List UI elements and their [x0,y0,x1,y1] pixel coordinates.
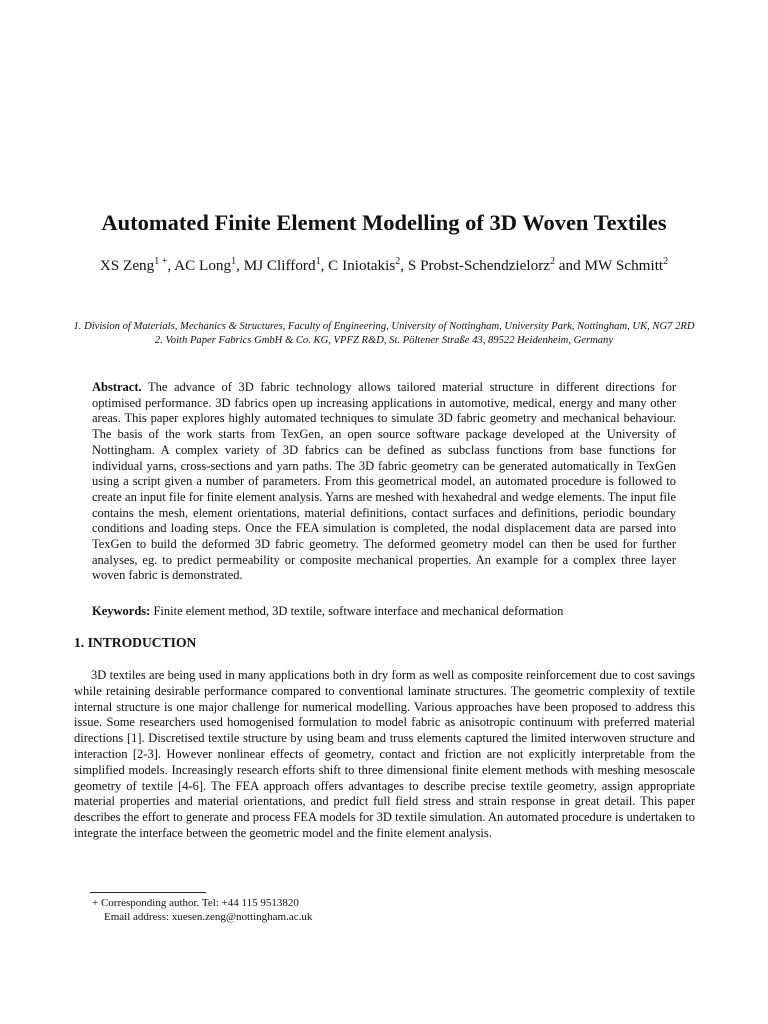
author-affiliation-mark: 2 [663,255,669,267]
footnote-divider [90,892,206,893]
author-separator: , [236,257,244,274]
author-name: C Iniotakis [328,257,396,274]
abstract-text: The advance of 3D fabric technology allows tailored material structure in different directions for optimised performance. 3D fabrics open up increasing applications in automotive, medical, energy and many other areas. This paper explores highly automated techniques to simulate 3D fabric geometry and mechanical behaviour. The basis of the work starts from TexGen, an open source software package developed at the University of Nottingham. A complex variety of 3D fabrics can be defined as subclass functions from base functions for individual yarns, cross-sections and yarn paths. The 3D fabric geometry can be generated automatically in TexGen using a script given a number of parameters. From this geometrical model, an automated procedure is followed to create an input file for finite element analysis. Yarns are meshed with hexahedral and wedge elements. The input file contains the mesh, element orientations, material definitions, contact surfaces and definitions, periodic boundary conditions and loading steps. Once the FEA simulation is completed, the nodal displacement data are parsed into TexGen to build the deformed 3D fabric geometry. The deformed geometry model can then be used for further analyses, eg. to predict permeability or composite mechanical properties. An example for a complex three layer woven fabric is demonstrated. [92,380,676,583]
author-separator: and [555,257,585,274]
keywords-text: Finite element method, 3D textile, software interface and mechanical deformation [153,604,564,618]
author-name: MJ Clifford [243,257,316,274]
footnote [92,896,652,924]
footnote-corresponding-author: + Corresponding author. Tel: +44 115 9513820 [92,897,299,909]
author-name: XS Zeng [99,257,155,274]
author-affiliation-mark: 2 [395,255,401,267]
author-separator: , [400,257,408,274]
keywords [92,604,676,620]
author-affiliation-mark: 1 [315,255,321,267]
author-separator: , [167,257,175,274]
abstract-label: Abstract. [92,380,142,394]
affiliation-2: 2. Voith Paper Fabrics GmbH & Co. KG, VPFZ R&D, St. Pöltener Straße 43, 89522 Heidenheim, Germany [154,335,614,347]
author-affiliation-mark: 2 [550,255,555,267]
affiliations [60,320,708,349]
paper-title: Automated Finite Element Modelling of 3D Woven Textiles [101,210,667,235]
abstract [92,380,676,584]
author-affiliation-mark: 1 [231,255,237,267]
author-name: S Probst-Schendzielorz [407,257,550,274]
introduction-paragraph: 3D textiles are being used in many applications both in dry form as well as composite reinforcement due to cost savings while retaining desirable performance compared to conventional laminate structures. The geometric complexity of textile internal structure is one major challenge for numerical modelling. Various approaches have been proposed to address this issue. Some researchers used homogenised formulation to model fabric as anisotropic continuum with preferred material directions [1]. Discretised textile structure by using beam and truss elements captured the limited interwoven structure and interaction [2-3]. However nonlinear effects of geometry, contact and friction are not explicitly interpretable from the simplified models. Increasingly research efforts shift to three dimensional finite element methods with meshing mesoscale geometry of textile [4-6]. The FEA approach offers advantages to describe precise textile geometry, assign appropriate material properties and material orientations, and predict full field stress and strain response in great detail. This paper describes the effort to generate and process FEA models for 3D textile simulation. An automated procedure is undertaken to integrate the interface between the geometric model and the finite element analysis. [74,668,695,840]
section-heading-introduction: 1. INTRODUCTION [74,635,197,650]
affiliation-1: 1. Division of Materials, Mechanics & Structures, Faculty of Engineering, University of Nottingham, University Park, Nottingham, UK, NG7 2RD [73,321,695,332]
author-name: MW Schmitt [584,257,664,274]
author-affiliation-mark: 1 + [154,255,168,267]
keywords-label: Keywords: [92,604,151,618]
author-name: AC Long [174,257,232,274]
author-list [70,256,698,275]
author-separator: , [320,257,329,274]
footnote-email: Email address: xuesen.zeng@nottingham.ac.uk [104,911,313,923]
